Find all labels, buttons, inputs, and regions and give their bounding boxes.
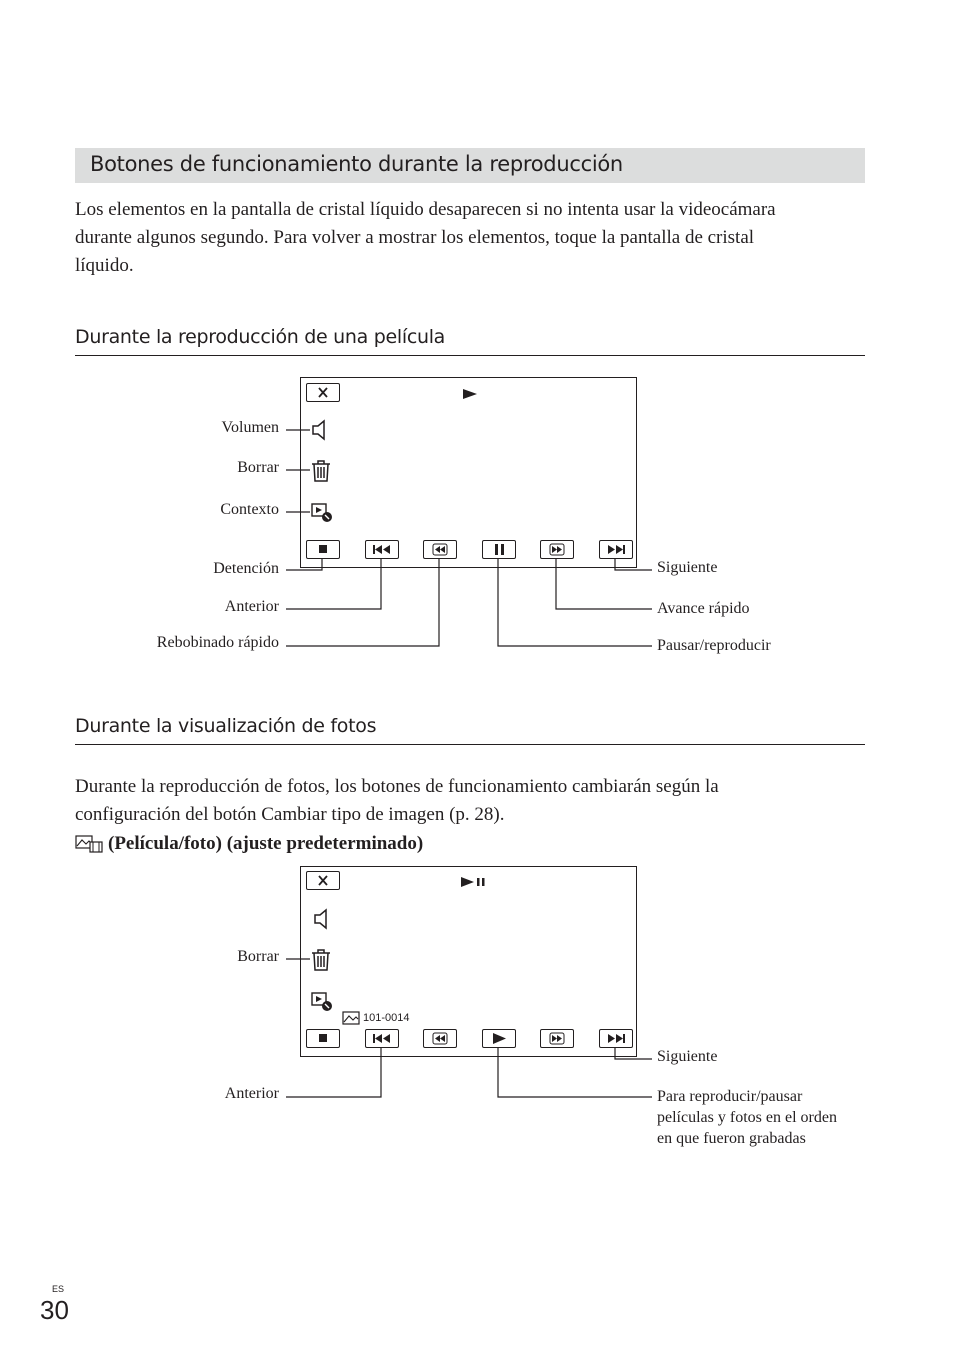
photo-subtitle: Durante la visualización de fotos	[75, 715, 377, 737]
label-siguiente: Siguiente	[657, 559, 718, 576]
intro-line: Los elementos en la pantalla de cristal líquido desaparecen si no intenta usar la videocámara	[75, 199, 776, 220]
photo-text-line: configuración del botón Cambiar tipo de imagen (p. 28).	[75, 804, 505, 825]
file-number: 101-0014	[363, 1012, 410, 1024]
label-siguiente: Siguiente	[657, 1048, 718, 1065]
intro-line: líquido.	[75, 255, 134, 276]
label-anterior: Anterior	[224, 1085, 279, 1102]
label-play-line: películas y fotos en el orden	[657, 1109, 837, 1126]
label-play-line: Para reproducir/pausar	[657, 1088, 803, 1105]
intro-line: durante algunos segundo. Para volver a mostrar los elementos, toque la pantalla de cristal	[75, 227, 755, 248]
movie-subtitle: Durante la reproducción de una película	[75, 326, 446, 348]
label-avance: Avance rápido	[657, 600, 750, 617]
label-rebobinado: Rebobinado rápido	[156, 634, 279, 651]
label-contexto: Contexto	[220, 501, 279, 518]
photo-text-line: Durante la reproducción de fotos, los botones de funcionamiento cambiarán según la	[75, 776, 719, 797]
label-play-line: en que fueron grabadas	[657, 1130, 806, 1147]
label-borrar: Borrar	[237, 948, 279, 965]
photo-mode-label: (Película/foto) (ajuste predeterminado)	[108, 833, 424, 854]
label-detencion: Detención	[213, 560, 279, 577]
label-volumen: Volumen	[221, 419, 279, 436]
label-anterior: Anterior	[224, 598, 279, 615]
page-language: ES	[52, 1284, 65, 1294]
label-pausar: Pausar/reproducir	[657, 637, 771, 654]
label-borrar: Borrar	[237, 459, 279, 476]
label-play-description	[657, 1086, 837, 1149]
section-title: Botones de funcionamiento durante la reproducción	[90, 152, 623, 176]
page-number: 30	[40, 1295, 69, 1325]
